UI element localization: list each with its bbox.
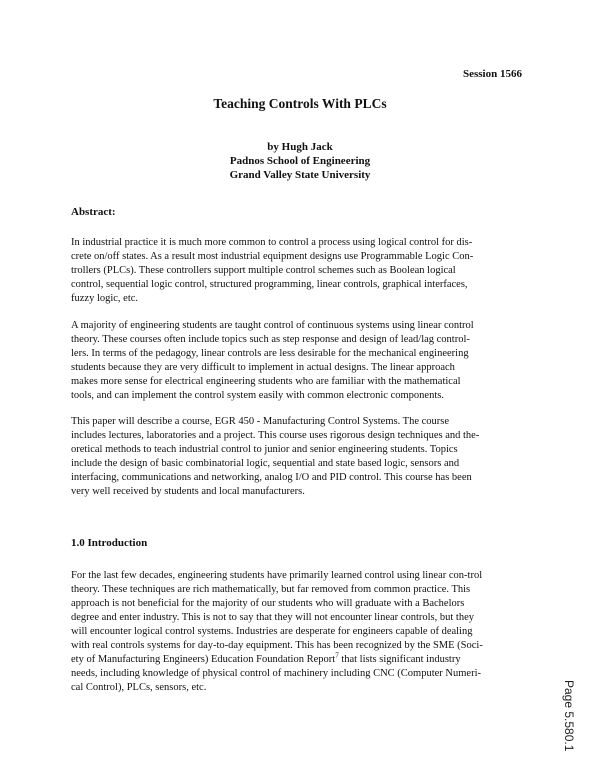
author-byline: by Hugh Jack	[267, 141, 333, 153]
text-line: includes lectures, laboratories and a project. This course uses rigorous design techniques and the-	[71, 430, 480, 441]
text-line: For the last few decades, engineering students have primarily learned control using linear con-trol	[71, 570, 483, 581]
page-number: Page 5.580.1	[562, 680, 576, 752]
text-line: interfacing, communications and networking, analog I/O and PID control. This course has been	[71, 472, 472, 483]
abstract-paragraph-1	[71, 236, 533, 306]
abstract-paragraph-3	[71, 415, 533, 499]
text-line: In industrial practice it is much more common to control a process using logical control for dis-	[71, 237, 473, 248]
text-line: trollers (PLCs). These controllers support multiple control schemes such as Boolean logical	[71, 265, 456, 276]
text-line: theory. These courses often include topics such as step response and design of lead/lag control-	[71, 334, 470, 345]
author-block	[0, 140, 600, 182]
session-number: Session 1566	[463, 68, 522, 80]
text-line: approach is not beneficial for the majority of our students who will graduate with a Bachelors	[71, 598, 465, 609]
text-line: degree and enter industry. This is not to say that they will not encounter linear controls, but they	[71, 612, 474, 623]
text-line: makes more sense for electrical engineering students who are familiar with the mathematical	[71, 376, 461, 387]
text-line: lers. In terms of the pedagogy, linear controls are less desirable for the mechanical engineering	[71, 348, 469, 359]
text-line: crete on/off states. As a result most industrial equipment designs use Programmable Logic Con-	[71, 251, 474, 262]
author-university: Grand Valley State University	[229, 169, 371, 181]
text-line: fuzzy logic, etc.	[71, 293, 139, 304]
reference-mark: 7	[335, 651, 339, 660]
text-line: This paper will describe a course, EGR 450 - Manufacturing Control Systems. The course	[71, 416, 450, 427]
introduction-paragraph	[71, 569, 533, 695]
text-fragment: that lists significant industry	[338, 654, 461, 665]
text-line: A majority of engineering students are taught control of continuous systems using linear control	[71, 320, 474, 331]
text-line: oretical methods to teach industrial control to junior and senior engineering students. Topics	[71, 444, 458, 455]
text-line: tools, and can implement the control system easily with common electronic components.	[71, 390, 444, 401]
text-line: will encounter logical control systems. Industries are desperate for engineers capable of dealing	[71, 626, 473, 637]
abstract-heading: Abstract:	[71, 206, 116, 218]
abstract-paragraph-2	[71, 319, 533, 403]
text-line: cal Control), PLCs, sensors, etc.	[71, 682, 207, 693]
introduction-heading: 1.0 Introduction	[71, 537, 148, 549]
text-line: control, sequential logic control, structured programming, linear controls, graphical interfaces,	[71, 279, 468, 290]
text-line: with real controls systems for day-to-day equipment. This has been recognized by the SME (Soci-	[71, 640, 483, 651]
text-fragment: ety of Manufacturing Engineers) Education Foundation Report	[71, 654, 336, 665]
text-line: include the design of basic combinatorial logic, sequential and state based logic, sensors and	[71, 458, 460, 469]
text-line: theory. These techniques are rich mathematically, but far removed from common practice. This	[71, 584, 471, 595]
text-line: students because they are very difficult to implement in actual designs. The linear approach	[71, 362, 455, 373]
text-line: very well received by students and local manufacturers.	[71, 486, 305, 497]
text-line: needs, including knowledge of physical control of machinery including CNC (Computer Numeri-	[71, 668, 481, 679]
author-department: Padnos School of Engineering	[229, 155, 371, 167]
paper-title: Teaching Controls With PLCs	[213, 96, 387, 111]
text-line-with-reference	[71, 653, 533, 667]
